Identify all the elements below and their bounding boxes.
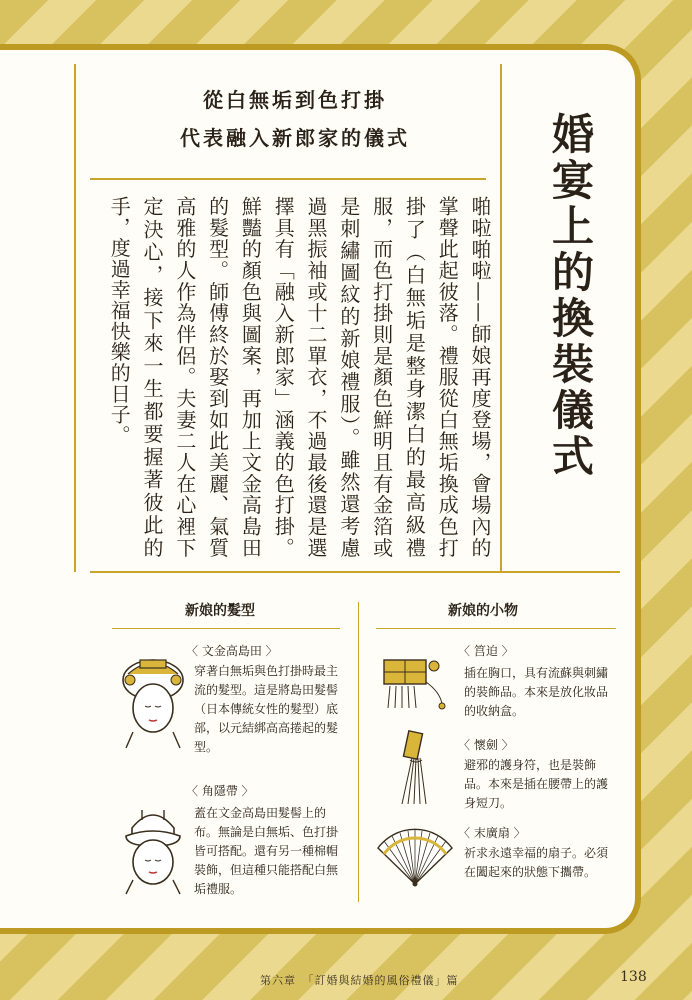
accessory-item-2-desc: 避邪的護身符，也是裝飾品。本來是插在腰帶上的護身短刀。	[464, 758, 609, 810]
hair-heading-rule	[112, 628, 340, 629]
subtitle-line-1: 從白無垢到色打掛	[203, 88, 387, 112]
accessory-item-1-desc: 插在胸口，具有流蘇與刺繡的裝飾品。本來是放化妝品的收納盒。	[464, 666, 609, 718]
column-divider	[358, 602, 359, 902]
body-paragraph: 啪啦啪啦——師娘再度登場，會場內的掌聲此起彼落。禮服從白無垢換成色打掛了（白無垢是整身潔白的最高級禮服，而色打掛則是顏色鮮明且有金箔或是刺繡圖紋的新娘禮服）。雖然還考慮過黑振袖或十二單衣，不過最後還是選擇具有「融入新郎家」涵義的色打掛。鮮豔的顏色與圖案，再加上文金高島田的髮型。師傅終於娶到如此美麗、氣質高雅的人作為伴侶。夫妻二人在心裡下定決心，接下來一生都要握著彼此的手，度過幸福快樂的日子。	[107, 196, 492, 558]
hair-item-2-desc: 蓋在文金高島田髮髻上的布。無論是白無垢、色打掛皆可搭配。還有另一種棉帽裝飾，但這種只能搭配白無垢禮服。	[194, 806, 339, 896]
page-title: 婚宴上的換裝儀式	[546, 112, 595, 480]
subtitle-line-2: 代表融入新郎家的儀式	[180, 126, 410, 150]
accessory-item-3-name: 〈 末廣扇 〉	[458, 826, 526, 840]
accessory-item-3-desc: 祈求永遠幸福的扇子。必須在闔起來的狀態下攜帶。	[464, 846, 609, 879]
section-divider	[90, 571, 620, 573]
kaiken-illustration	[390, 730, 440, 806]
hakoseko-illustration	[380, 652, 450, 712]
accessories-heading-rule	[376, 628, 616, 629]
chapter-footer: 第六章 「訂婚與結婚的風俗禮儀」篇	[260, 974, 459, 987]
left-rule	[74, 64, 76, 572]
page-number: 138	[620, 969, 647, 985]
subtitle-underline	[90, 178, 486, 180]
hair-item-1-desc: 穿著白無垢與色打掛時最主流的髮型。這是將島田髮髻（日本傳統女性的髮型）底部，以元結綁高高捲起的髮型。	[194, 664, 339, 754]
accessories-heading: 新娘的小物	[448, 603, 518, 619]
accessory-item-1-name: 〈 筥迫 〉	[458, 644, 514, 658]
tsunokakushi-illustration	[118, 804, 188, 894]
bunkin-takashimada-illustration	[118, 650, 188, 750]
hair-heading: 新娘的髮型	[185, 603, 255, 619]
middle-rule	[500, 64, 502, 572]
hair-item-2-name: 〈 角隱帶 〉	[186, 784, 254, 798]
accessory-item-2-name: 〈 懷劍 〉	[458, 738, 514, 752]
hair-item-1-name: 〈 文金高島田 〉	[186, 644, 278, 658]
suehirogi-illustration	[374, 828, 456, 888]
